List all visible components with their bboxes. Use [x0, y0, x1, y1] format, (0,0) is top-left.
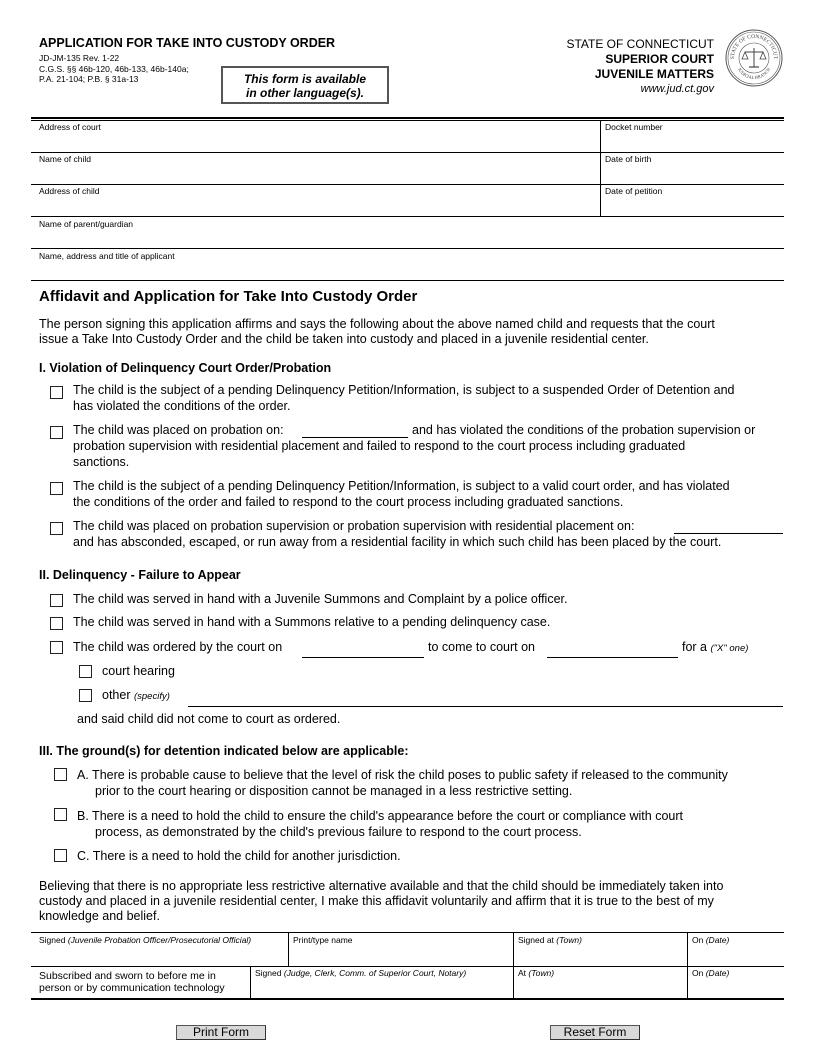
ground-b-line1: B. There is a need to hold the child to ensure the child's appearance before the court or compliance with court [77, 809, 683, 823]
website: www.jud.ct.gov [640, 83, 714, 95]
intro-line2: issue a Take Into Custody Order and the child be taken into custody and placed in a juvenile residential center. [39, 332, 649, 346]
ground-a-line2: prior to the court hearing or disposition cannot be managed in a less restrictive setting. [95, 784, 573, 798]
ground-b-line2: process, as demonstrated by the child's previous failure to respond to the court process. [95, 825, 582, 839]
section1-item3-line1: The child is the subject of a pending Delinquency Petition/Information, is subject to a valid court order, and has violated [73, 479, 730, 493]
date2-note: (Date) [705, 968, 730, 978]
signed-label: Signed [39, 935, 66, 945]
language-line1: This form is available [243, 72, 367, 86]
other-label [102, 688, 170, 702]
court-date-input[interactable] [547, 657, 678, 658]
state-name: STATE OF CONNECTICUT [566, 37, 714, 51]
court-header [566, 37, 714, 97]
section2-closing: and said child did not come to court as ordered. [77, 712, 341, 726]
date-of-birth-field[interactable]: Date of birth [605, 154, 652, 164]
section2-item2: The child was served in hand with a Summons relative to a pending delinquency case. [73, 615, 551, 629]
at-town-field[interactable] [518, 968, 554, 978]
affidavit-title: Affidavit and Application for Take Into Custody Order [39, 288, 418, 305]
statutes-line2: P.A. 21-104; P.B. § 31a-13 [39, 74, 139, 84]
signed-date-field[interactable] [692, 935, 729, 945]
court-hearing-checkbox[interactable] [79, 665, 92, 678]
ground-b-checkbox[interactable] [54, 808, 67, 821]
closing-line3: knowledge and belief. [39, 909, 160, 923]
absconded-checkbox[interactable] [50, 522, 63, 535]
placement-date-input[interactable] [674, 533, 783, 534]
town2-note: (Town) [528, 968, 555, 978]
section1-item1-line2: has violated the conditions of the order. [73, 399, 291, 413]
sworn-date-field[interactable] [692, 968, 729, 978]
violation-suspended-order-checkbox[interactable] [50, 386, 63, 399]
section1-item1-line1: The child is the subject of a pending Delinquency Petition/Information, is subject to a suspended Order of Detention and [73, 383, 735, 397]
signed-at-label: Signed at [518, 935, 554, 945]
parent-guardian-field[interactable]: Name of parent/guardian [39, 219, 134, 229]
sworn-line2: person or by communication technology [39, 982, 225, 994]
print-form-button[interactable]: Print Form [176, 1025, 266, 1040]
division-name: JUVENILE MATTERS [594, 67, 714, 81]
section1-item2-line3: sanctions. [73, 455, 130, 469]
violation-valid-order-checkbox[interactable] [50, 482, 63, 495]
intro-line1: The person signing this application affirms and says the following about the above named child and requests that the court [39, 317, 715, 331]
signed-official-field[interactable] [255, 968, 466, 978]
address-of-child-field[interactable]: Address of child [39, 186, 100, 196]
section1-item4-line1: The child was placed on probation supervision or probation supervision with residential placement on: [73, 519, 635, 533]
on2-label: On [692, 968, 704, 978]
ground-c-checkbox[interactable] [54, 849, 67, 862]
signed-officer-note: (Juvenile Probation Officer/Prosecutorial Official) [67, 935, 252, 945]
language-line2: in other language(s). [245, 86, 364, 100]
name-of-child-field[interactable]: Name of child [39, 154, 91, 164]
sworn-statement [39, 970, 225, 994]
reset-form-button[interactable]: Reset Form [550, 1025, 640, 1040]
other-checkbox[interactable] [79, 689, 92, 702]
ground-a-checkbox[interactable] [54, 768, 67, 781]
section2-item3-mid: to come to court on [428, 640, 536, 654]
signed2-label: Signed [255, 968, 282, 978]
print-name-field[interactable]: Print/type name [293, 935, 353, 945]
applicant-field[interactable]: Name, address and title of applicant [39, 251, 175, 261]
section1-item4-line2: and has absconded, escaped, or run away from a residential facility in which such child has been placed by the court. [73, 535, 722, 549]
ground-c-line1: C. There is a need to hold the child for another jurisdiction. [77, 849, 401, 863]
section1-item2-pre: The child was placed on probation on: [73, 423, 284, 437]
address-of-court-field[interactable]: Address of court [39, 122, 101, 132]
date-of-petition-field[interactable]: Date of petition [605, 186, 663, 196]
court-hearing-label: court hearing [102, 664, 175, 678]
form-title: APPLICATION FOR TAKE INTO CUSTODY ORDER [39, 36, 336, 50]
section2-item3-post [682, 640, 748, 654]
other-text: other [102, 688, 131, 702]
x-one-note: ("X" one) [710, 643, 749, 654]
summons-pending-case-checkbox[interactable] [50, 617, 63, 630]
date-note: (Date) [705, 935, 730, 945]
section1-item3-line2: the conditions of the order and failed to respond to the court process including graduated sanctions. [73, 495, 624, 509]
judicial-seal-icon [724, 28, 784, 88]
section3-heading: III. The ground(s) for detention indicated below are applicable: [39, 744, 409, 758]
svg-text:JUDICIAL BRANCH: JUDICIAL BRANCH [736, 66, 772, 81]
town-note: (Town) [556, 935, 582, 945]
svg-text:STATE OF CONNECTICUT: STATE OF CONNECTICUT [729, 33, 779, 60]
other-specify-input[interactable] [188, 706, 783, 707]
specify-note: (specify) [133, 691, 170, 702]
docket-number-field[interactable]: Docket number [605, 122, 663, 132]
section2-item1: The child was served in hand with a Juvenile Summons and Complaint by a police officer. [73, 592, 568, 606]
section1-item2-line2: probation supervision with residential placement and failed to respond to the court process including graduated [73, 439, 686, 453]
juvenile-summons-checkbox[interactable] [50, 594, 63, 607]
order-date-input[interactable] [302, 657, 424, 658]
signed-at-field[interactable] [518, 935, 582, 945]
language-notice [221, 66, 389, 104]
signed-officer-field[interactable] [39, 935, 251, 945]
closing-line1: Believing that there is no appropriate less restrictive alternative available and that the child should be immediately taken into [39, 879, 724, 893]
ground-a-line1: A. There is probable cause to believe that the level of risk the child poses to public safety if released to the community [77, 768, 728, 782]
closing-line2: custody and placed in a juvenile residential center, I make this affidavit voluntarily and affirm that it is true to the best of my [39, 894, 714, 908]
at-label: At [518, 968, 527, 978]
sworn-line1: Subscribed and sworn to before me in [39, 970, 216, 982]
section1-heading: I. Violation of Delinquency Court Order/Probation [39, 361, 332, 375]
probation-date-input[interactable] [302, 437, 408, 438]
signed-official-note: (Judge, Clerk, Comm. of Superior Court, Notary) [283, 968, 467, 978]
on-label: On [692, 935, 704, 945]
section2-heading: II. Delinquency - Failure to Appear [39, 568, 241, 582]
court-name: SUPERIOR COURT [605, 52, 714, 66]
ordered-by-court-checkbox[interactable] [50, 641, 63, 654]
for-a-label: for a [682, 640, 708, 654]
violation-probation-checkbox[interactable] [50, 426, 63, 439]
section1-item2-post: and has violated the conditions of the probation supervision or [412, 423, 756, 437]
form-number: JD-JM-135 Rev. 1-22 [39, 53, 120, 63]
section2-item3-pre: The child was ordered by the court on [73, 640, 283, 654]
statutes-line1: C.G.S. §§ 46b-120, 46b-133, 46b-140a; [39, 64, 189, 74]
